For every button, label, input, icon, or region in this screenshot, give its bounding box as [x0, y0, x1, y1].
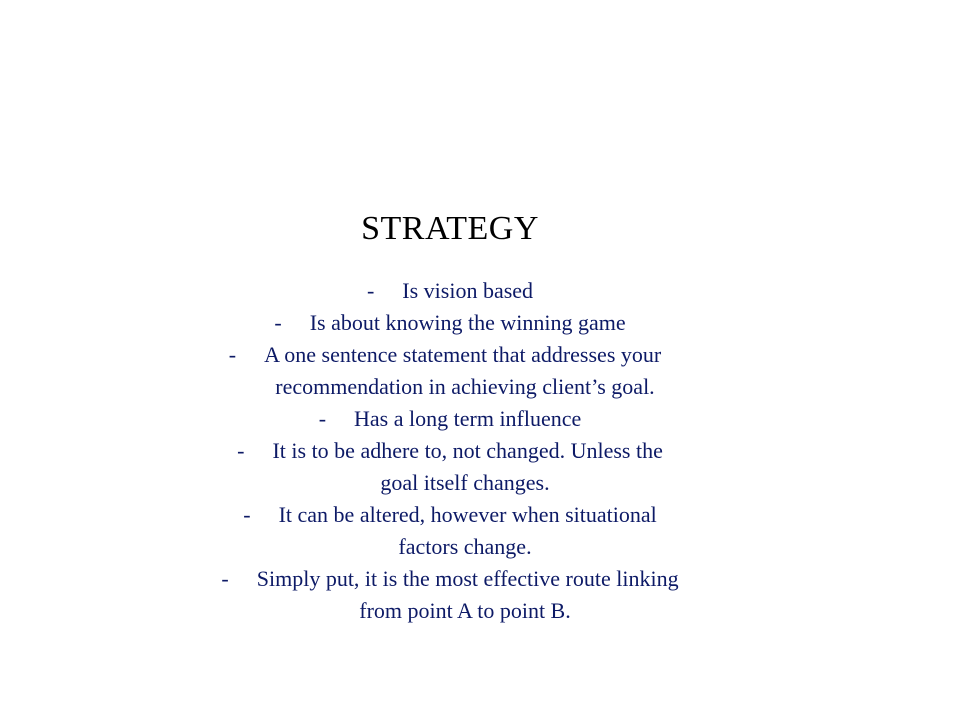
bullet-text: Simply put, it is the most effective route linking	[256, 566, 679, 591]
bullet-item	[0, 403, 900, 435]
bullet-marker: -	[243, 502, 251, 527]
bullet-text: Is vision based	[402, 278, 534, 303]
bullet-list	[0, 275, 900, 627]
bullet-text: Is about knowing the winning game	[309, 310, 626, 335]
bullet-marker: -	[228, 342, 237, 367]
bullet-marker: -	[274, 310, 282, 335]
bullet-text: It can be altered, however when situational	[278, 502, 657, 527]
bullet-marker: -	[237, 438, 245, 463]
bullet-marker: -	[318, 406, 327, 431]
slide-title: STRATEGY	[361, 210, 539, 247]
bullet-item	[0, 435, 900, 499]
bullet-text-continued: factors change.	[398, 534, 532, 559]
bullet-item	[0, 499, 900, 563]
bullet-marker: -	[366, 278, 375, 303]
bullet-item	[0, 307, 900, 339]
bullet-text: It is to be adhere to, not changed. Unless the	[272, 438, 663, 463]
bullet-text: A one sentence statement that addresses your	[264, 342, 662, 367]
bullet-item	[0, 275, 900, 307]
bullet-item	[0, 339, 900, 403]
bullet-marker: -	[221, 566, 229, 591]
bullet-item	[0, 563, 900, 627]
bullet-text-continued: goal itself changes.	[380, 470, 550, 495]
bullet-text-continued: recommendation in achieving client’s goal.	[275, 374, 655, 399]
bullet-text-continued: from point A to point B.	[359, 598, 571, 623]
bullet-text: Has a long term influence	[354, 406, 582, 431]
